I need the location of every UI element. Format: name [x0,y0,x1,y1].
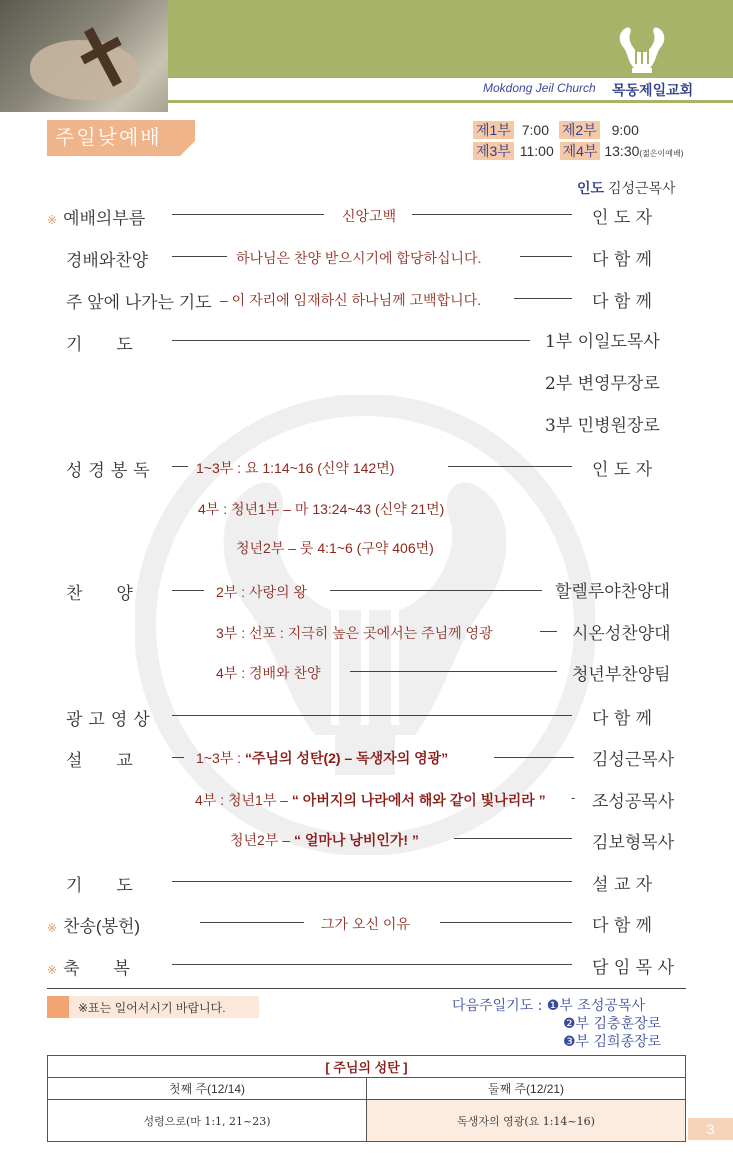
sermon-1 [196,748,448,768]
page-title: 주일낮예배 [47,120,195,156]
row-scripture: 성경봉독 [66,461,156,480]
leader-line [172,340,530,341]
leader-line [514,298,572,299]
row-person: 3부 민병원장로 [545,416,660,436]
next-prayer-label: 다음주일기도 : [452,998,543,1014]
row-person: 조성공목사 [592,792,675,812]
row-person: 김성근목사 [592,750,675,770]
dash-mark: - [571,790,576,805]
sermon-service: 1~3부 : [196,750,245,766]
header-photo [0,0,168,112]
leader-line [172,715,572,716]
row-person: 설 교 자 [592,875,653,895]
next-prayer-3: ❸부 김희종장로 [563,1034,662,1050]
sermon-title: “주님의 성탄(2) – 독생자의 영광” [244,750,449,766]
row-person: 1부 이일도목사 [545,332,660,352]
row-detail: 3부 : 선포 : 지극히 높은 곳에서는 주님께 영광 [216,625,493,641]
hands-image [30,40,140,100]
sermon-2 [195,790,546,810]
sermon-service: 청년2부 – [230,832,294,848]
row-person: 2부 변영무장로 [545,374,660,394]
sermon-title: “ 얼마나 낭비인가! ” [293,832,419,848]
divider [47,988,686,989]
row-person: 다 함 께 [592,250,653,270]
row-label: 찬송(봉헌) [63,917,141,936]
leader-line [172,256,227,257]
row-person: 담 임 목 사 [592,958,674,978]
next-prayer-1: ❶부 조성공목사 [546,998,645,1014]
leader-line [172,757,184,758]
sermon-title: “ 아버지의 나라에서 해와 같이 빛나리라 ” [291,792,546,808]
row-person: 다 함 께 [592,709,653,729]
service-times-2 [473,141,683,161]
stand-mark: ※ [47,963,58,977]
row-person: 다 함 께 [592,916,653,936]
week-1-sermon: 성령으로(마 1:1, 21~23) [48,1100,367,1142]
row-label: 축 복 [63,959,130,978]
row-detail: 1~3부 : 요 1:14~16 (신약 142면) [196,460,395,476]
series-title: [ 주님의 성탄 ] [48,1056,686,1078]
row-person: 청년부찬양팀 [572,665,671,685]
row-detail: 2부 : 사랑의 왕 [216,584,307,600]
leader-name: 김성근목사 [607,180,676,196]
service-1-label: 제1부 [473,121,514,139]
leader-line [454,838,572,839]
row-person: 시온성찬양대 [572,624,671,644]
row-call-to-worship [47,204,145,229]
week-2-header: 둘째 주(12/21) [367,1078,686,1100]
header-rule [168,100,733,103]
row-choir: 찬 양 [66,584,133,603]
service-2-time: 9:00 [611,122,639,138]
leader-line [172,964,572,965]
row-detail: 하나님은 찬양 받으시기에 합당하십니다. [236,250,482,266]
row-detail: 4부 : 경배와 찬양 [216,665,321,681]
leader [577,178,676,198]
leader-line [440,922,572,923]
row-detail: 그가 오신 이유 [321,916,410,932]
page-number: 3 [688,1118,733,1140]
row-person: 인 도 자 [592,208,653,228]
row-praise: 경배와찬양 [66,251,149,270]
stand-mark: ※ [47,213,58,227]
leader-line [330,590,542,591]
title-corner [180,141,195,156]
service-4-note: (젊은이예배) [639,149,684,158]
row-person: 할렐루야찬양대 [555,582,670,602]
leader-line [494,757,574,758]
service-times-1 [473,120,639,140]
leader-line [520,256,572,257]
leader-label: 인도 [577,180,605,196]
row-detail: 4부 : 청년1부 – 마 13:24~43 (신약 21면) [198,501,445,517]
note-marker [47,996,69,1018]
sermon-series-table [47,1055,686,1142]
leader-line [448,466,572,467]
row-person: 김보형목사 [592,833,675,853]
leader-line [172,590,204,591]
leader-line [412,214,572,215]
church-name-ko: 목동제일교회 [612,82,694,98]
week-2-sermon: 독생자의 영광(요 1:14~16) [367,1100,686,1142]
sermon-3 [230,830,419,850]
row-detail: 청년2부 – 룻 4:1~6 (구약 406면) [236,540,434,556]
leader-line [350,671,557,672]
row-benediction [47,954,130,979]
leader-line [172,466,188,467]
next-prayer-2: ❷부 김충훈장로 [563,1016,662,1032]
church-name-en: Mokdong Jeil Church [483,81,596,95]
row-closing-prayer: 기 도 [66,876,133,895]
row-person: 다 함 께 [592,292,653,312]
standing-note: ※표는 일어서시기 바랍니다. [78,1001,226,1015]
row-label: 예배의부름 [63,209,146,228]
row-confession-prayer: 주 앞에 나가는 기도 [66,293,212,312]
leader-line [200,922,304,923]
leader-line [540,631,557,632]
row-person: 인 도 자 [592,460,653,480]
row-sermon: 설 교 [66,751,133,770]
service-4-time: 13:30 [604,143,640,159]
service-1-time: 7:00 [521,122,549,138]
service-2-label: 제2부 [559,121,600,139]
leader-line [172,881,572,882]
service-3-label: 제3부 [473,142,514,160]
row-offering-hymn [47,912,140,937]
stand-mark: ※ [47,921,58,935]
next-prayer [452,995,645,1015]
service-4-label: 제4부 [560,142,601,160]
church-logo-icon [612,18,672,78]
leader-line [172,214,324,215]
row-detail: – 이 자리에 임재하신 하나님께 고백합니다. [220,292,482,308]
service-3-time: 11:00 [519,143,554,159]
row-prayer: 기 도 [66,335,133,354]
sermon-service: 4부 : 청년1부 – [195,792,292,808]
row-announcement: 광고영상 [66,710,156,729]
row-detail: 신앙고백 [342,208,397,224]
week-1-header: 첫째 주(12/14) [48,1078,367,1100]
